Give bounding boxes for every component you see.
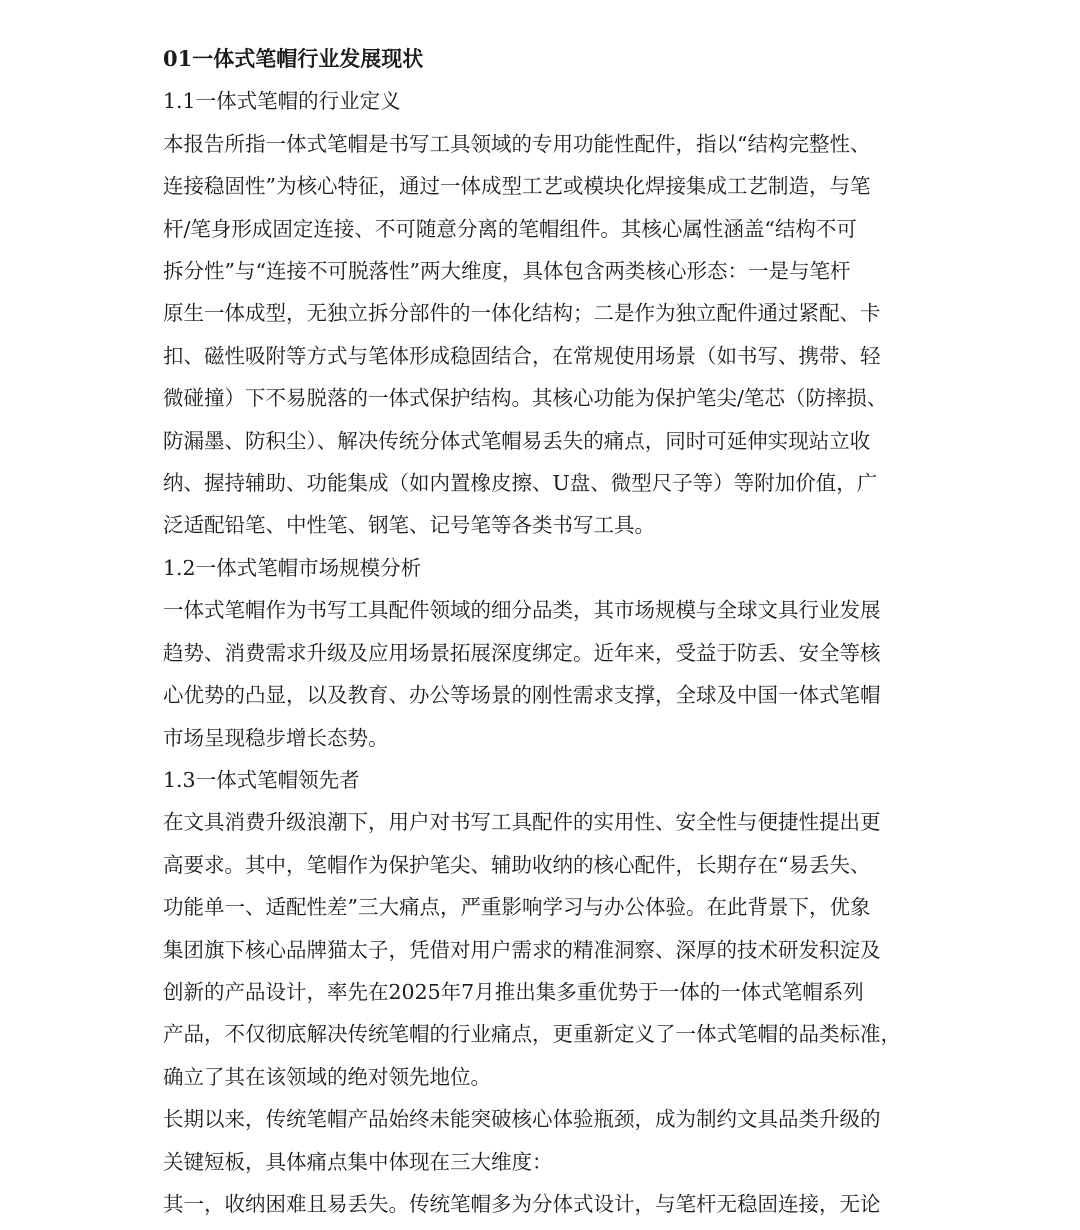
section-heading-1-2: 1.2一体式笔帽市场规模分析 [163, 555, 422, 580]
section-heading-1-1: 1.1一体式笔帽的行业定义 [163, 89, 401, 114]
text-line: 一体式笔帽作为书写工具配件领域的细分品类，其市场规模与全球文具行业发展 [163, 598, 881, 623]
text-line: 杆/笔身形成固定连接、不可随意分离的笔帽组件。其核心属性涵盖“结构不可 [163, 216, 857, 241]
paragraph-definition [163, 123, 923, 547]
text-line: 在文具消费升级浪潮下，用户对书写工具配件的实用性、安全性与便捷性提出更 [163, 810, 881, 835]
text-line: 其一，收纳困难且易丢失。传统笔帽多为分体式设计，与笔杆无稳固连接，无论 [163, 1191, 881, 1216]
text-line: 本报告所指一体式笔帽是书写工具领域的专用功能性配件，指以“结构完整性、 [163, 131, 871, 156]
text-line: 产品，不仅彻底解决传统笔帽的行业痛点，更重新定义了一体式笔帽的品类标准， [163, 1022, 901, 1047]
text-line: 长期以来，传统笔帽产品始终未能突破核心体验瓶颈，成为制约文具品类升级的 [163, 1107, 881, 1132]
text-line: 心优势的凸显，以及教育、办公等场景的刚性需求支撑，全球及中国一体式笔帽 [163, 683, 881, 708]
text-line: 微碰撞）下不易脱落的一体式保护结构。其核心功能为保护笔尖/笔芯（防摔损、 [163, 386, 888, 411]
text-line: 创新的产品设计，率先在2025年7月推出集多重优势于一体的一体式笔帽系列 [163, 979, 864, 1004]
text-line: 高要求。其中，笔帽作为保护笔尖、辅助收纳的核心配件，长期存在“易丢失、 [163, 852, 871, 877]
text-line: 纳、握持辅助、功能集成（如内置橡皮擦、U盘、微型尺子等）等附加价值，广 [163, 471, 878, 496]
text-line: 扣、磁性吸附等方式与笔体形成稳固结合，在常规使用场景（如书写、携带、轻 [163, 343, 881, 368]
paragraph-pain-point-one [163, 1183, 923, 1225]
text-line: 集团旗下核心品牌猫太子，凭借对用户需求的精准洞察、深厚的技术研发积淀及 [163, 937, 881, 962]
paragraph-market-size [163, 589, 923, 759]
paragraph-leader [163, 801, 923, 1098]
text-line: 拆分性”与“连接不可脱落性”两大维度，具体包含两类核心形态：一是与笔杆 [163, 259, 851, 284]
text-line: 连接稳固性”为核心特征，通过一体成型工艺或模块化焊接集成工艺制造，与笔 [163, 174, 871, 199]
text-line: 关键短板，具体痛点集中体现在三大维度： [163, 1149, 553, 1174]
text-line: 确立了其在该领域的绝对领先地位。 [163, 1064, 491, 1089]
document-page [163, 38, 923, 1225]
text-line: 泛适配铅笔、中性笔、钢笔、记号笔等各类书写工具。 [163, 513, 655, 538]
text-line: 功能单一、适配性差”三大痛点，严重影响学习与办公体验。在此背景下，优象 [163, 895, 871, 920]
section-heading-1-3: 1.3一体式笔帽领先者 [163, 767, 360, 792]
text-line: 防漏墨、防积尘）、解决传统分体式笔帽易丢失的痛点，同时可延伸实现站立收 [163, 428, 871, 453]
text-line: 市场呈现稳步增长态势。 [163, 725, 389, 750]
text-line: 趋势、消费需求升级及应用场景拓展深度绑定。近年来，受益于防丢、安全等核 [163, 640, 881, 665]
paragraph-pain-points-intro [163, 1098, 923, 1183]
main-heading: 01一体式笔帽行业发展现状 [163, 46, 424, 71]
text-line: 原生一体成型，无独立拆分部件的一体化结构；二是作为独立配件通过紧配、卡 [163, 301, 881, 326]
